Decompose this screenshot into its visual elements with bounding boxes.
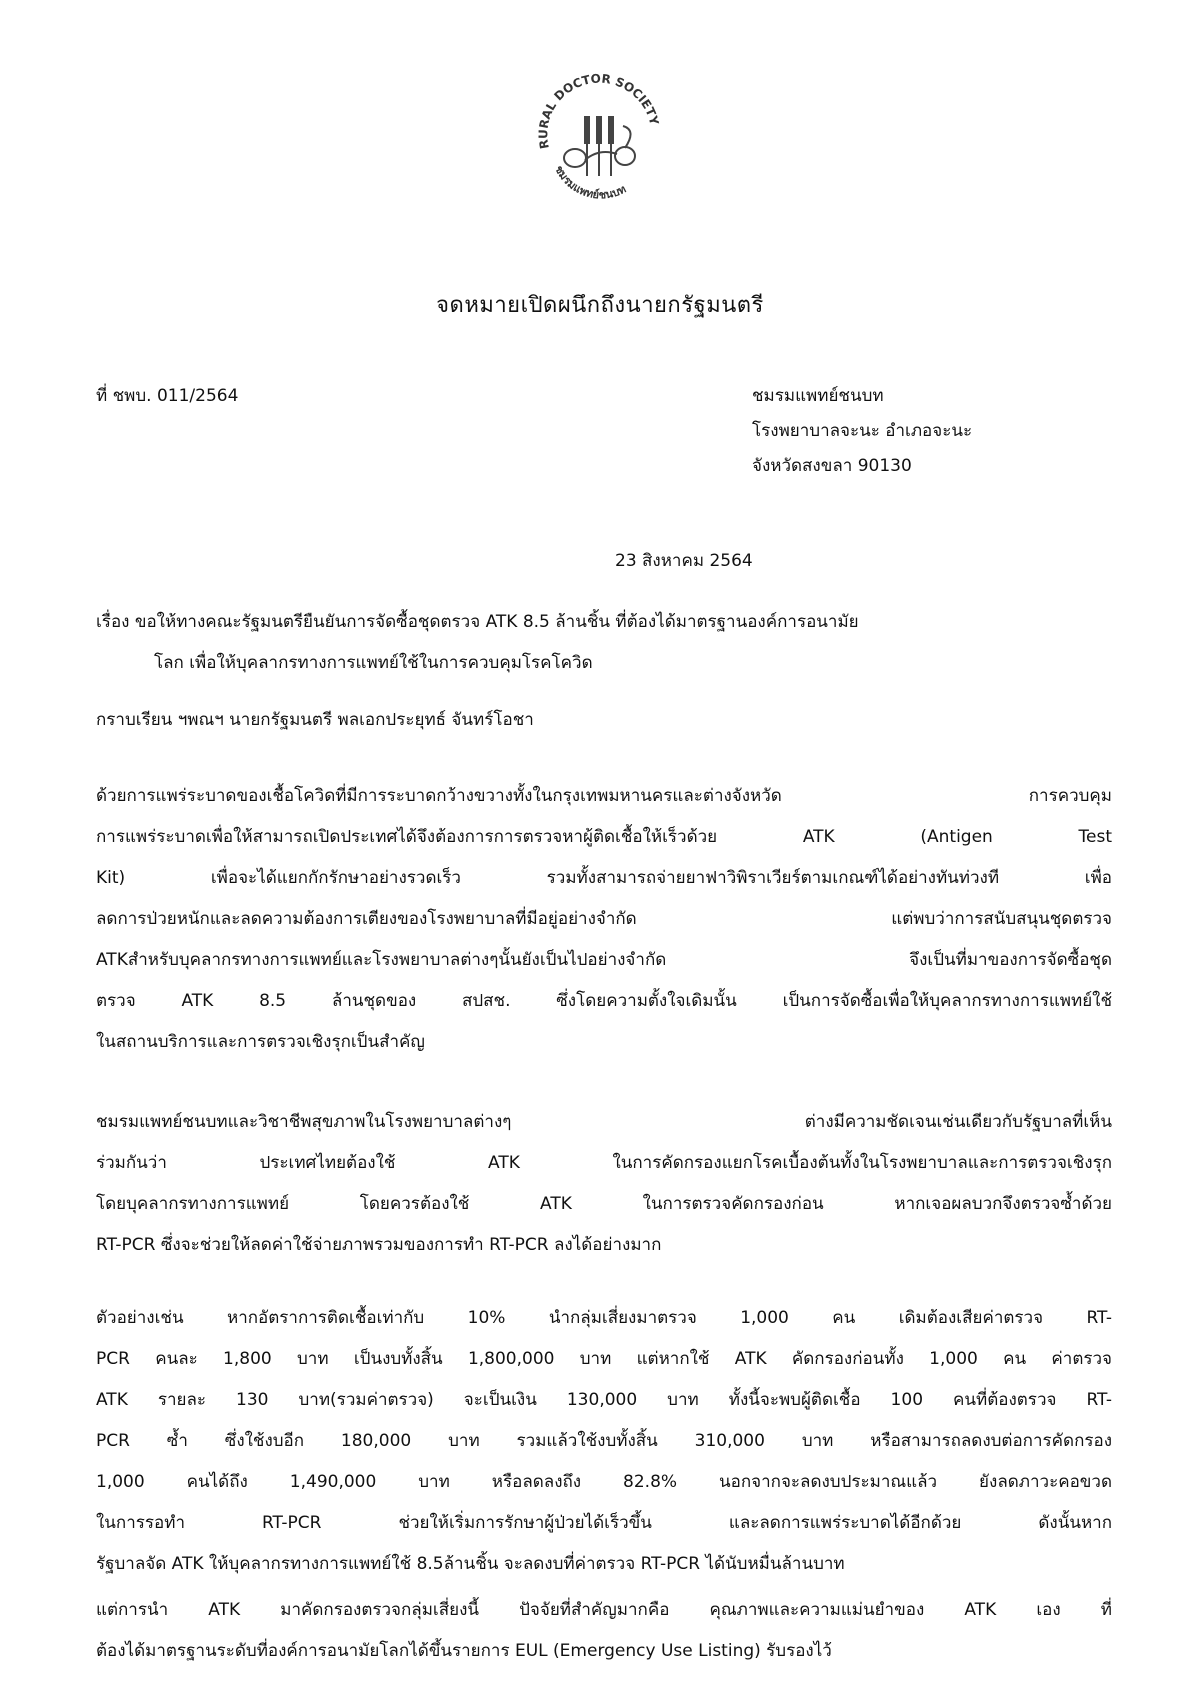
paragraph-line: PCR คนละ 1,800 บาท เป็นงบทั้งสิ้น 1,800,000 บาท แต่หากใช้ ATK คัดกรองก่อนทั้ง 1,000 คน ค่าตรวจ bbox=[96, 1349, 1112, 1369]
svg-text:RURAL DOCTOR SOCIETY: RURAL DOCTOR SOCIETY bbox=[536, 71, 662, 151]
paragraph-line: ในการรอทำ RT-PCR ช่วยให้เริ่มการรักษาผู้ป่วยได้เร็วขึ้น และลดการแพร่ระบาดได้อีกด้วย ดังนั้นหาก bbox=[96, 1513, 1112, 1533]
sender-address-line: จังหวัดสงขลา 90130 bbox=[752, 456, 912, 476]
paragraph-line: Kit) เพื่อจะได้แยกกักรักษาอย่างรวดเร็ว รวมทั้งสามารถจ่ายยาฟาวิพิราเวียร์ตามเกณฑ์ได้อย่างทันท่วงที เพื่อ bbox=[96, 868, 1112, 888]
paragraph-line: การแพร่ระบาดเพื่อให้สามารถเปิดประเทศได้จึงต้องการการตรวจหาผู้ติดเชื้อให้เร็วด้วย ATK (Antigen Test bbox=[96, 827, 1112, 847]
paragraph-line: โดยบุคลากรทางการแพทย์ โดยควรต้องใช้ ATK ในการตรวจคัดกรองก่อน หากเจอผลบวกจึงตรวจซ้ำด้วย bbox=[96, 1194, 1112, 1214]
reference-number: ที่ ชพบ. 011/2564 bbox=[96, 386, 239, 406]
page-title: จดหมายเปิดผนึกถึงนายกรัฐมนตรี bbox=[436, 293, 764, 318]
paragraph-line: ชมรมแพทย์ชนบทและวิชาชีพสุขภาพในโรงพยาบาลต่างๆ ต่างมีความชัดเจนเช่นเดียวกับรัฐบาลที่เห็น bbox=[96, 1112, 1112, 1132]
paragraph-line: ต้องได้มาตรฐานระดับที่องค์การอนามัยโลกได้ขึ้นรายการ EUL (Emergency Use Listing) รับรองไว้ bbox=[96, 1641, 832, 1661]
paragraph-line: RT-PCR ซึ่งจะช่วยให้ลดค่าใช้จ่ายภาพรวมของการทำ RT-PCR ลงได้อย่างมาก bbox=[96, 1235, 662, 1255]
paragraph-line: ในสถานบริการและการตรวจเชิงรุกเป็นสำคัญ bbox=[96, 1032, 425, 1052]
sender-address-line: ชมรมแพทย์ชนบท bbox=[752, 386, 884, 406]
salutation: กราบเรียน ฯพณฯ นายกรัฐมนตรี พลเอกประยุทธ์ จันทร์โอชา bbox=[96, 710, 534, 730]
paragraph-line: ATKสำหรับบุคลากรทางการแพทย์และโรงพยาบาลต่างๆนั้นยังเป็นไปอย่างจำกัด จึงเป็นที่มาของการจัดซื้อชุด bbox=[96, 950, 1112, 970]
paragraph-line: ตรวจ ATK 8.5 ล้านชุดของ สปสช. ซึ่งโดยความตั้งใจเดิมนั้น เป็นการจัดซื้อเพื่อให้บุคลากรทางการแพทย์ใช้ bbox=[96, 991, 1112, 1011]
sender-address-line: โรงพยาบาลจะนะ อำเภอจะนะ bbox=[752, 421, 973, 441]
paragraph-line: ร่วมกันว่า ประเทศไทยต้องใช้ ATK ในการคัดกรองแยกโรคเบื้องต้นทั้งในโรงพยาบาลและการตรวจเชิงรุก bbox=[96, 1153, 1112, 1173]
rural-doctor-society-logo bbox=[527, 68, 672, 213]
svg-text:ชมรมแพทย์ชนบท: ชมรมแพทย์ชนบท bbox=[552, 163, 629, 202]
subject-line: โลก เพื่อให้บุคลากรทางการแพทย์ใช้ในการควบคุมโรคโควิด bbox=[154, 653, 593, 673]
body-paragraph-3 bbox=[96, 1298, 1112, 1585]
body-paragraph-4 bbox=[96, 1590, 1112, 1672]
subject-line: เรื่อง ขอให้ทางคณะรัฐมนตรียืนยันการจัดซื้อชุดตรวจ ATK 8.5 ล้านชิ้น ที่ต้องได้มาตรฐานองค์การอนามัย bbox=[96, 612, 859, 632]
paragraph-line: PCR ซ้ำ ซึ่งใช้งบอีก 180,000 บาท รวมแล้วใช้งบทั้งสิ้น 310,000 บาท หรือสามารถลดงบต่อการคัดกรอง bbox=[96, 1431, 1112, 1451]
letter-date: 23 สิงหาคม 2564 bbox=[615, 551, 753, 571]
body-paragraph-1 bbox=[96, 776, 1112, 1063]
paragraph-line: 1,000 คนได้ถึง 1,490,000 บาท หรือลดลงถึง 82.8% นอกจากจะลดงบประมาณแล้ว ยังลดภาวะคอขวด bbox=[96, 1472, 1112, 1492]
body-paragraph-2 bbox=[96, 1102, 1112, 1266]
wheat-stethoscope-emblem-icon bbox=[527, 68, 672, 213]
paragraph-line: แต่การนำ ATK มาคัดกรองตรวจกลุ่มเสี่ยงนี้ ปัจจัยที่สำคัญมากคือ คุณภาพและความแม่นยำของ ATK เอง ที่ bbox=[96, 1600, 1112, 1620]
subject bbox=[96, 602, 1112, 684]
paragraph-line: ตัวอย่างเช่น หากอัตราการติดเชื้อเท่ากับ 10% นำกลุ่มเสี่ยงมาตรวจ 1,000 คน เดิมต้องเสียค่าตรวจ RT- bbox=[96, 1308, 1112, 1328]
paragraph-line: ด้วยการแพร่ระบาดของเชื้อโควิดที่มีการระบาดกว้างขวางทั้งในกรุงเทพมหานครและต่างจังหวัด การควบคุม bbox=[96, 786, 1112, 806]
paragraph-line: ATK รายละ 130 บาท(รวมค่าตรวจ) จะเป็นเงิน 130,000 บาท ทั้งนี้จะพบผู้ติดเชื้อ 100 คนที่ต้องตรวจ RT- bbox=[96, 1390, 1112, 1410]
paragraph-line: รัฐบาลจัด ATK ให้บุคลากรทางการแพทย์ใช้ 8.5ล้านชิ้น จะลดงบที่ค่าตรวจ RT-PCR ได้นับหมื่นล้านบาท bbox=[96, 1554, 845, 1574]
paragraph-line: ลดการป่วยหนักและลดความต้องการเตียงของโรงพยาบาลที่มีอยู่อย่างจำกัด แต่พบว่าการสนับสนุนชุดตรวจ bbox=[96, 909, 1112, 929]
